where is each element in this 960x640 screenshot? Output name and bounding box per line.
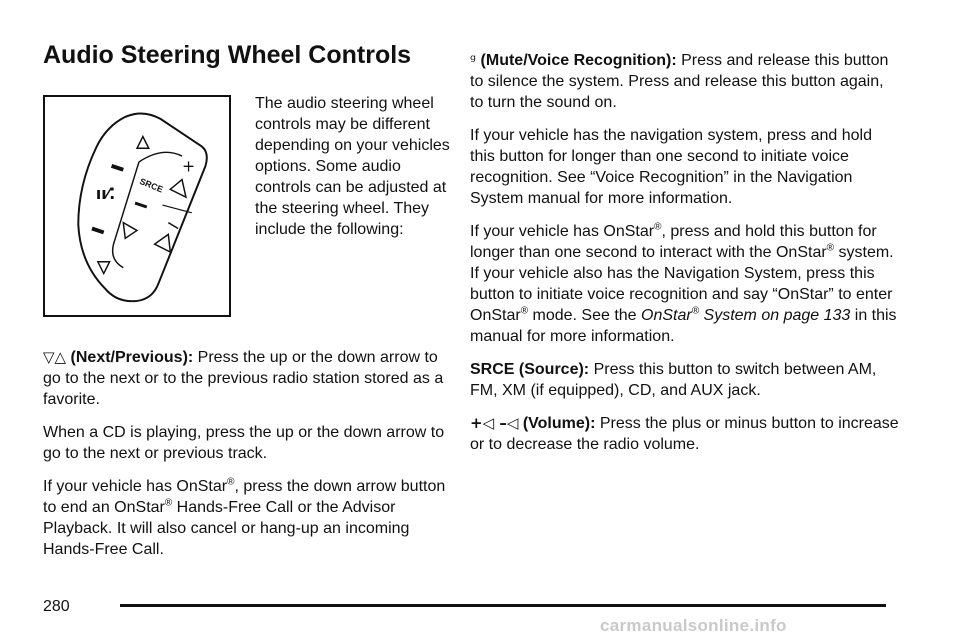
intro-paragraph: The audio steering wheel controls may be different depending on your vehicles options. Some audio controls can be adjusted at the steering wheel. They include the following: — [255, 95, 450, 238]
navigation-paragraph: If your vehicle has the navigation system, press and hold this button for longer than one second to initiate voice recognition. See “Voice Recognition” in the Navigation System manual for more information. — [470, 127, 872, 207]
left-column — [43, 347, 453, 572]
registered-mark: ® — [826, 242, 835, 254]
registered-mark: ® — [654, 221, 662, 233]
onstar-down-text-1: If your vehicle has OnStar — [43, 478, 228, 495]
onstar-down-text-3: Hands-Free Call or the Advisor Playback. It will also cancel or hang-up an incoming Hands-Free Call. — [43, 499, 410, 558]
volume-label: (Volume): — [522, 415, 596, 432]
onstar-hold-text-3: system. If your vehicle also has the Navigation System, press this button to initiate voice recognition and say “OnStar” to enter OnStar — [470, 244, 894, 324]
volume-text: Press the plus or minus button to increase or to decrease the radio volume. — [470, 415, 899, 453]
svg-text:SRCE: SRCE — [138, 176, 165, 195]
source-label: SRCE (Source): — [470, 361, 590, 378]
next-previous-text: Press the up or the down arrow to go to the next or to the previous radio station stored as a favorite. — [43, 349, 444, 408]
steering-wheel-controls-illustration — [43, 95, 231, 317]
registered-mark: ® — [520, 305, 529, 317]
watermark: carmanualsonline.info — [600, 616, 787, 635]
volume-paragraph — [470, 413, 900, 455]
next-previous-label: (Next/Previous): — [70, 349, 194, 366]
cd-paragraph: When a CD is playing, press the up or the down arrow to go to the next or previous track. — [43, 424, 445, 462]
page-title: Audio Steering Wheel Controls — [43, 41, 412, 69]
mute-text: Press and release this button to silence the system. Press and release this button again, to turn the sound on. — [470, 52, 889, 111]
mute-paragraph — [470, 50, 900, 113]
page-number: 280 — [43, 598, 70, 615]
onstar-hold-text-1: If your vehicle has OnStar — [470, 223, 655, 240]
source-text: Press this button to switch between AM, FM, XM (if equipped), CD, and AUX jack. — [470, 361, 877, 399]
onstar-hold-text-4: mode. See the — [528, 307, 642, 324]
onstar-down-paragraph — [43, 476, 453, 560]
right-column — [470, 50, 900, 467]
steering-controls-drawing — [45, 97, 229, 315]
registered-mark: ® — [164, 497, 173, 509]
source-paragraph — [470, 359, 900, 401]
volume-plus-minus-icon: +◁ –◁ — [470, 414, 519, 432]
registered-mark: ® — [227, 476, 235, 488]
next-previous-arrows-icon: ▽△ — [43, 348, 67, 366]
onstar-down-text-2: , press the down arrow button to end an OnStar — [43, 478, 446, 516]
next-previous-paragraph — [43, 347, 453, 410]
mute-voice-icon: ᵍ — [470, 51, 477, 69]
svg-text:ıı⁄⁚: ıı⁄⁚ — [95, 184, 116, 204]
onstar-system-reference: OnStar® System on page 133 — [641, 305, 851, 324]
footer-rule — [120, 604, 886, 607]
onstar-hold-text-2: , press and hold this button for longer than one second to interact with the OnStar — [470, 223, 877, 261]
svg-text:+: + — [182, 156, 196, 176]
onstar-hold-text-5: in this manual for more information. — [470, 307, 897, 345]
onstar-hold-paragraph — [470, 221, 900, 347]
mute-label: (Mute/Voice Recognition): — [480, 52, 677, 69]
